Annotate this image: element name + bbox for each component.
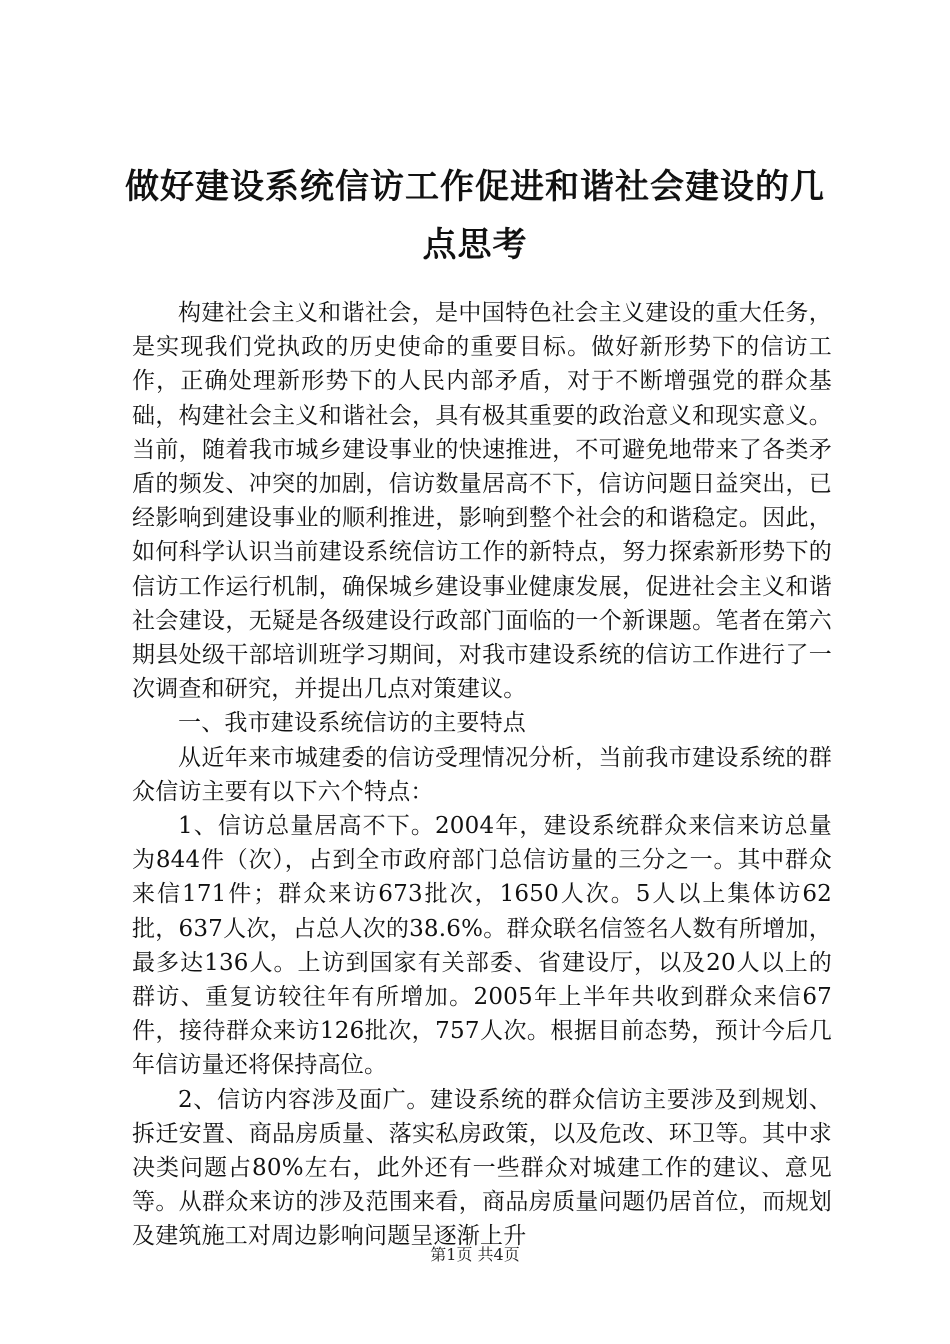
document-body — [132, 296, 832, 1254]
document-title: 做好建设系统信访工作促进和谐社会建设的几点思考 — [125, 167, 825, 265]
paragraph-intro: 构建社会主义和谐社会，是中国特色社会主义建设的重大任务，是实现我们党执政的历史使命的重要目标。做好新形势下的信访工作，正确处理新形势下的人民内部矛盾，对于不断增强党的群众基础，构建社会主义和谐社会，具有极其重要的政治意义和现实意义。当前，随着我市城乡建设事业的快速推进，不可避免地带来了各类矛盾的频发、冲突的加剧，信访数量居高不下，信访问题日益突出，已经影响到建设事业的顺利推进，影响到整个社会的和谐稳定。因此，如何科学认识当前建设系统信访工作的新特点，努力探索新形势下的信访工作运行机制，确保城乡建设事业健康发展，促进社会主义和谐社会建设，无疑是各级建设行政部门面临的一个新课题。笔者在第六期县处级干部培训班学习期间，对我市建设系统的信访工作进行了一次调查和研究，并提出几点对策建议。 — [132, 300, 832, 703]
paragraph-overview: 从近年来市城建委的信访受理情况分析，当前我市建设系统的群众信访主要有以下六个特点： — [132, 744, 832, 805]
section-heading-1: 一、我市建设系统信访的主要特点 — [178, 710, 526, 737]
page-number-footer: 第1页 共4页 — [430, 1245, 520, 1264]
paragraph-point-2: 2、信访内容涉及面广。建设系统的群众信访主要涉及到规划、拆迁安置、商品房质量、落实私房政策，以及危改、环卫等。其中求决类问题占80%左右，此外还有一些群众对城建工作的建议、意见等。从群众来访的涉及范围来看，商品房质量问题仍居首位，而规划及建筑施工对周边影响问题呈逐渐上升 — [132, 1086, 832, 1250]
paragraph-point-1: 1、信访总量居高不下。2004年，建设系统群众来信来访总量为844件（次），占到全市政府部门总信访量的三分之一。其中群众来信171件；群众来访673批次，1650人次。5人以上集体访62批，637人次，占总人次的38.6%。群众联名信签名人数有所增加，最多达136人。上访到国家有关部委、省建设厅，以及20人以上的群访、重复访较往年有所增加。2005年上半年共收到群众来信67件，接待群众来访126批次，757人次。根据目前态势，预计今后几年信访量还将保持高位。 — [132, 813, 832, 1079]
